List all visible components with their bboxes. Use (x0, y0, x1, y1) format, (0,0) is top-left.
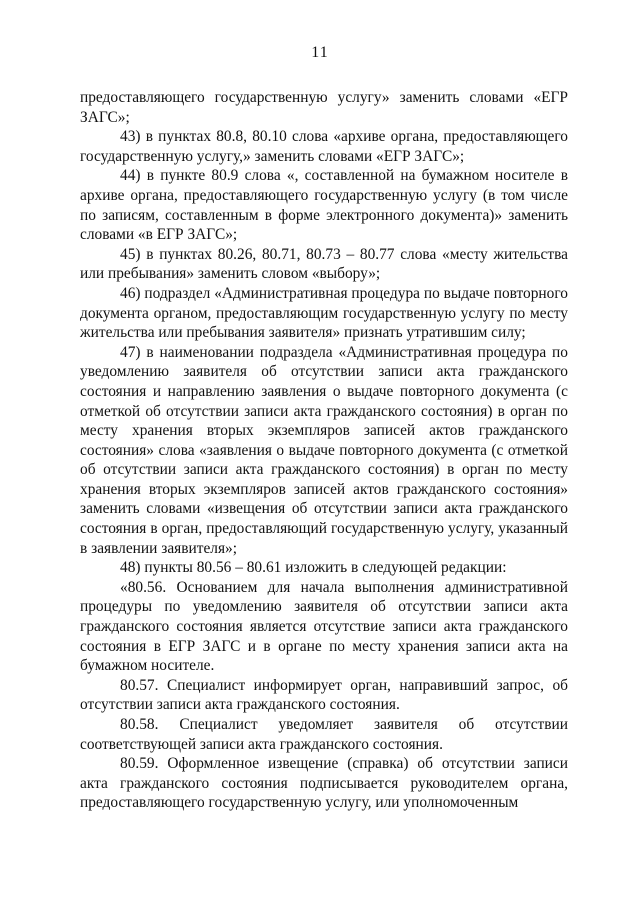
paragraph: 44) в пункте 80.9 слова «, составленной на бумажном носителе в архиве органа, предоставляющего государственную услугу (в том числе по записям, составленным в форме электронного документа)» заменить словами «в ЕГР ЗАГС»; (80, 167, 568, 244)
paragraph: 47) в наименовании подраздела «Административная процедура по уведомлению заявителя об отсутствии записи акта гражданского состояния и направлению заявления о выдаче повторного документа (с отметкой об отсутствии записи акта гражданского состояния) в орган по месту хранения вторых экземпляров записей актов гражданского состояния» слова «заявления о выдаче повторного документа (с отметкой об отсутствии записи акта гражданского состояния) в орган по месту хранения вторых экземпляров записей актов гражданского состояния» заменить словами «извещения об отсутствии записи акта гражданского состояния в орган, предоставляющий государственную услугу, указанный в заявлении заявителя»; (80, 343, 568, 557)
paragraph: 43) в пунктах 80.8, 80.10 слова «архиве органа, предоставляющего государственную услугу,» заменить словами «ЕГР ЗАГС»; (80, 128, 568, 165)
paragraph: 80.58. Специалист уведомляет заявителя об отсутствии соответствующей записи акта гражданского состояния. (80, 716, 568, 753)
paragraph: 80.59. Оформленное извещение (справка) об отсутствии записи акта гражданского состояния подписывается руководителем органа, предоставляющего государственную услугу, или уполномоченным (80, 755, 568, 812)
paragraph: 80.57. Специалист информирует орган, направивший запрос, об отсутствии записи акта гражданского состояния. (80, 676, 568, 714)
page-number: 11 (311, 44, 329, 61)
paragraph: 48) пункты 80.56 – 80.61 изложить в следующей редакции: (120, 559, 507, 577)
paragraph: «80.56. Основанием для начала выполнения административной процедуры по уведомлению заявителя об отсутствии записи акта гражданского состояния является отсутствие записи акта гражданского состояния в ЕГР ЗАГС и в органе по месту хранения записи акта на бумажном носителе. (80, 578, 568, 675)
paragraph: предоставляющего государственную услугу» заменить словами «ЕГР ЗАГС»; (80, 89, 568, 126)
paragraph: 46) подраздел «Административная процедура по выдаче повторного документа органом, предоставляющим государственную услугу по месту жительства или пребывания заявителя» признать утратившим силу; (80, 284, 568, 342)
paragraph: 45) в пунктах 80.26, 80.71, 80.73 – 80.77 слова «месту жительства или пребывания» заменить словом «выбору»; (80, 245, 568, 283)
document-body (80, 88, 568, 813)
